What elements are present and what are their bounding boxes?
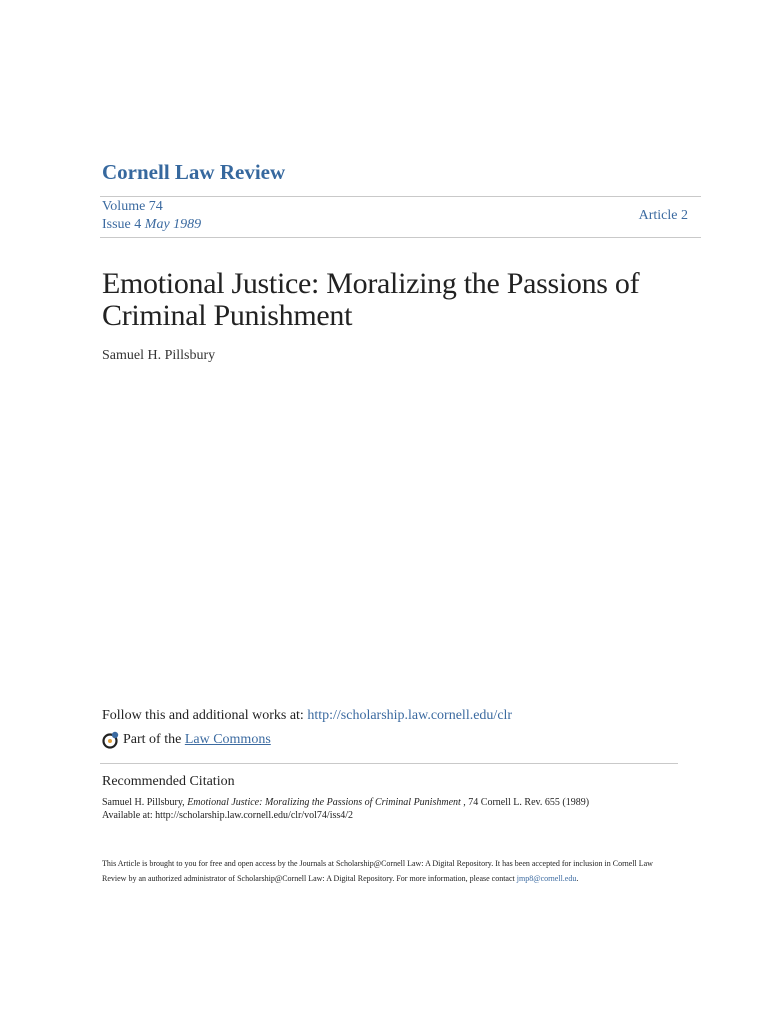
law-commons-link[interactable]: Law Commons xyxy=(184,732,271,747)
part-of-prefix: Part of the xyxy=(123,732,182,747)
citation-source: , 74 Cornell L. Rev. 655 (1989) xyxy=(460,797,590,808)
citation-block xyxy=(102,796,662,822)
notice-end: . xyxy=(576,874,579,883)
issue-date: May 1989 xyxy=(144,217,202,232)
header-bottom-rule xyxy=(100,237,701,238)
notice-text: This Article is brought to you for free and open access by the Journals at Scholarship@Cornell Law: A Digital Repository. It has been accepted for inclusion in Cornell Law Review by an authorized administrator of Scholarship@Cornell Law: A Digital Repository. For more information, please contact xyxy=(102,859,653,883)
header-top-rule xyxy=(100,196,701,197)
contact-email-link[interactable]: jmp8@cornell.edu xyxy=(516,874,577,883)
issue-line xyxy=(102,217,201,233)
part-of-line xyxy=(102,731,271,749)
follow-url-link[interactable]: http://scholarship.law.cornell.edu/clr xyxy=(307,708,513,723)
citation-available: Available at: http://scholarship.law.cornell.edu/clr/vol74/iss4/2 xyxy=(102,810,354,821)
follow-prefix: Follow this and additional works at: xyxy=(102,708,308,723)
author-name: Samuel H. Pillsbury xyxy=(102,348,216,363)
access-notice xyxy=(102,856,662,886)
issue-link[interactable]: Issue 4 xyxy=(102,217,142,232)
citation-rule xyxy=(100,763,678,764)
citation-author: Samuel H. Pillsbury, xyxy=(102,797,188,808)
article-number[interactable]: Article 2 xyxy=(638,208,688,223)
recommended-citation-heading: Recommended Citation xyxy=(102,774,235,789)
citation-title: Emotional Justice: Moralizing the Passions of Criminal Punishment xyxy=(187,797,461,808)
article-title: Emotional Justice: Moralizing the Passions of Criminal Punishment xyxy=(102,267,640,332)
follow-line xyxy=(102,708,512,724)
volume-link[interactable]: Volume 74 xyxy=(102,199,163,214)
journal-title[interactable]: Cornell Law Review xyxy=(102,160,286,184)
network-commons-icon xyxy=(102,731,120,749)
